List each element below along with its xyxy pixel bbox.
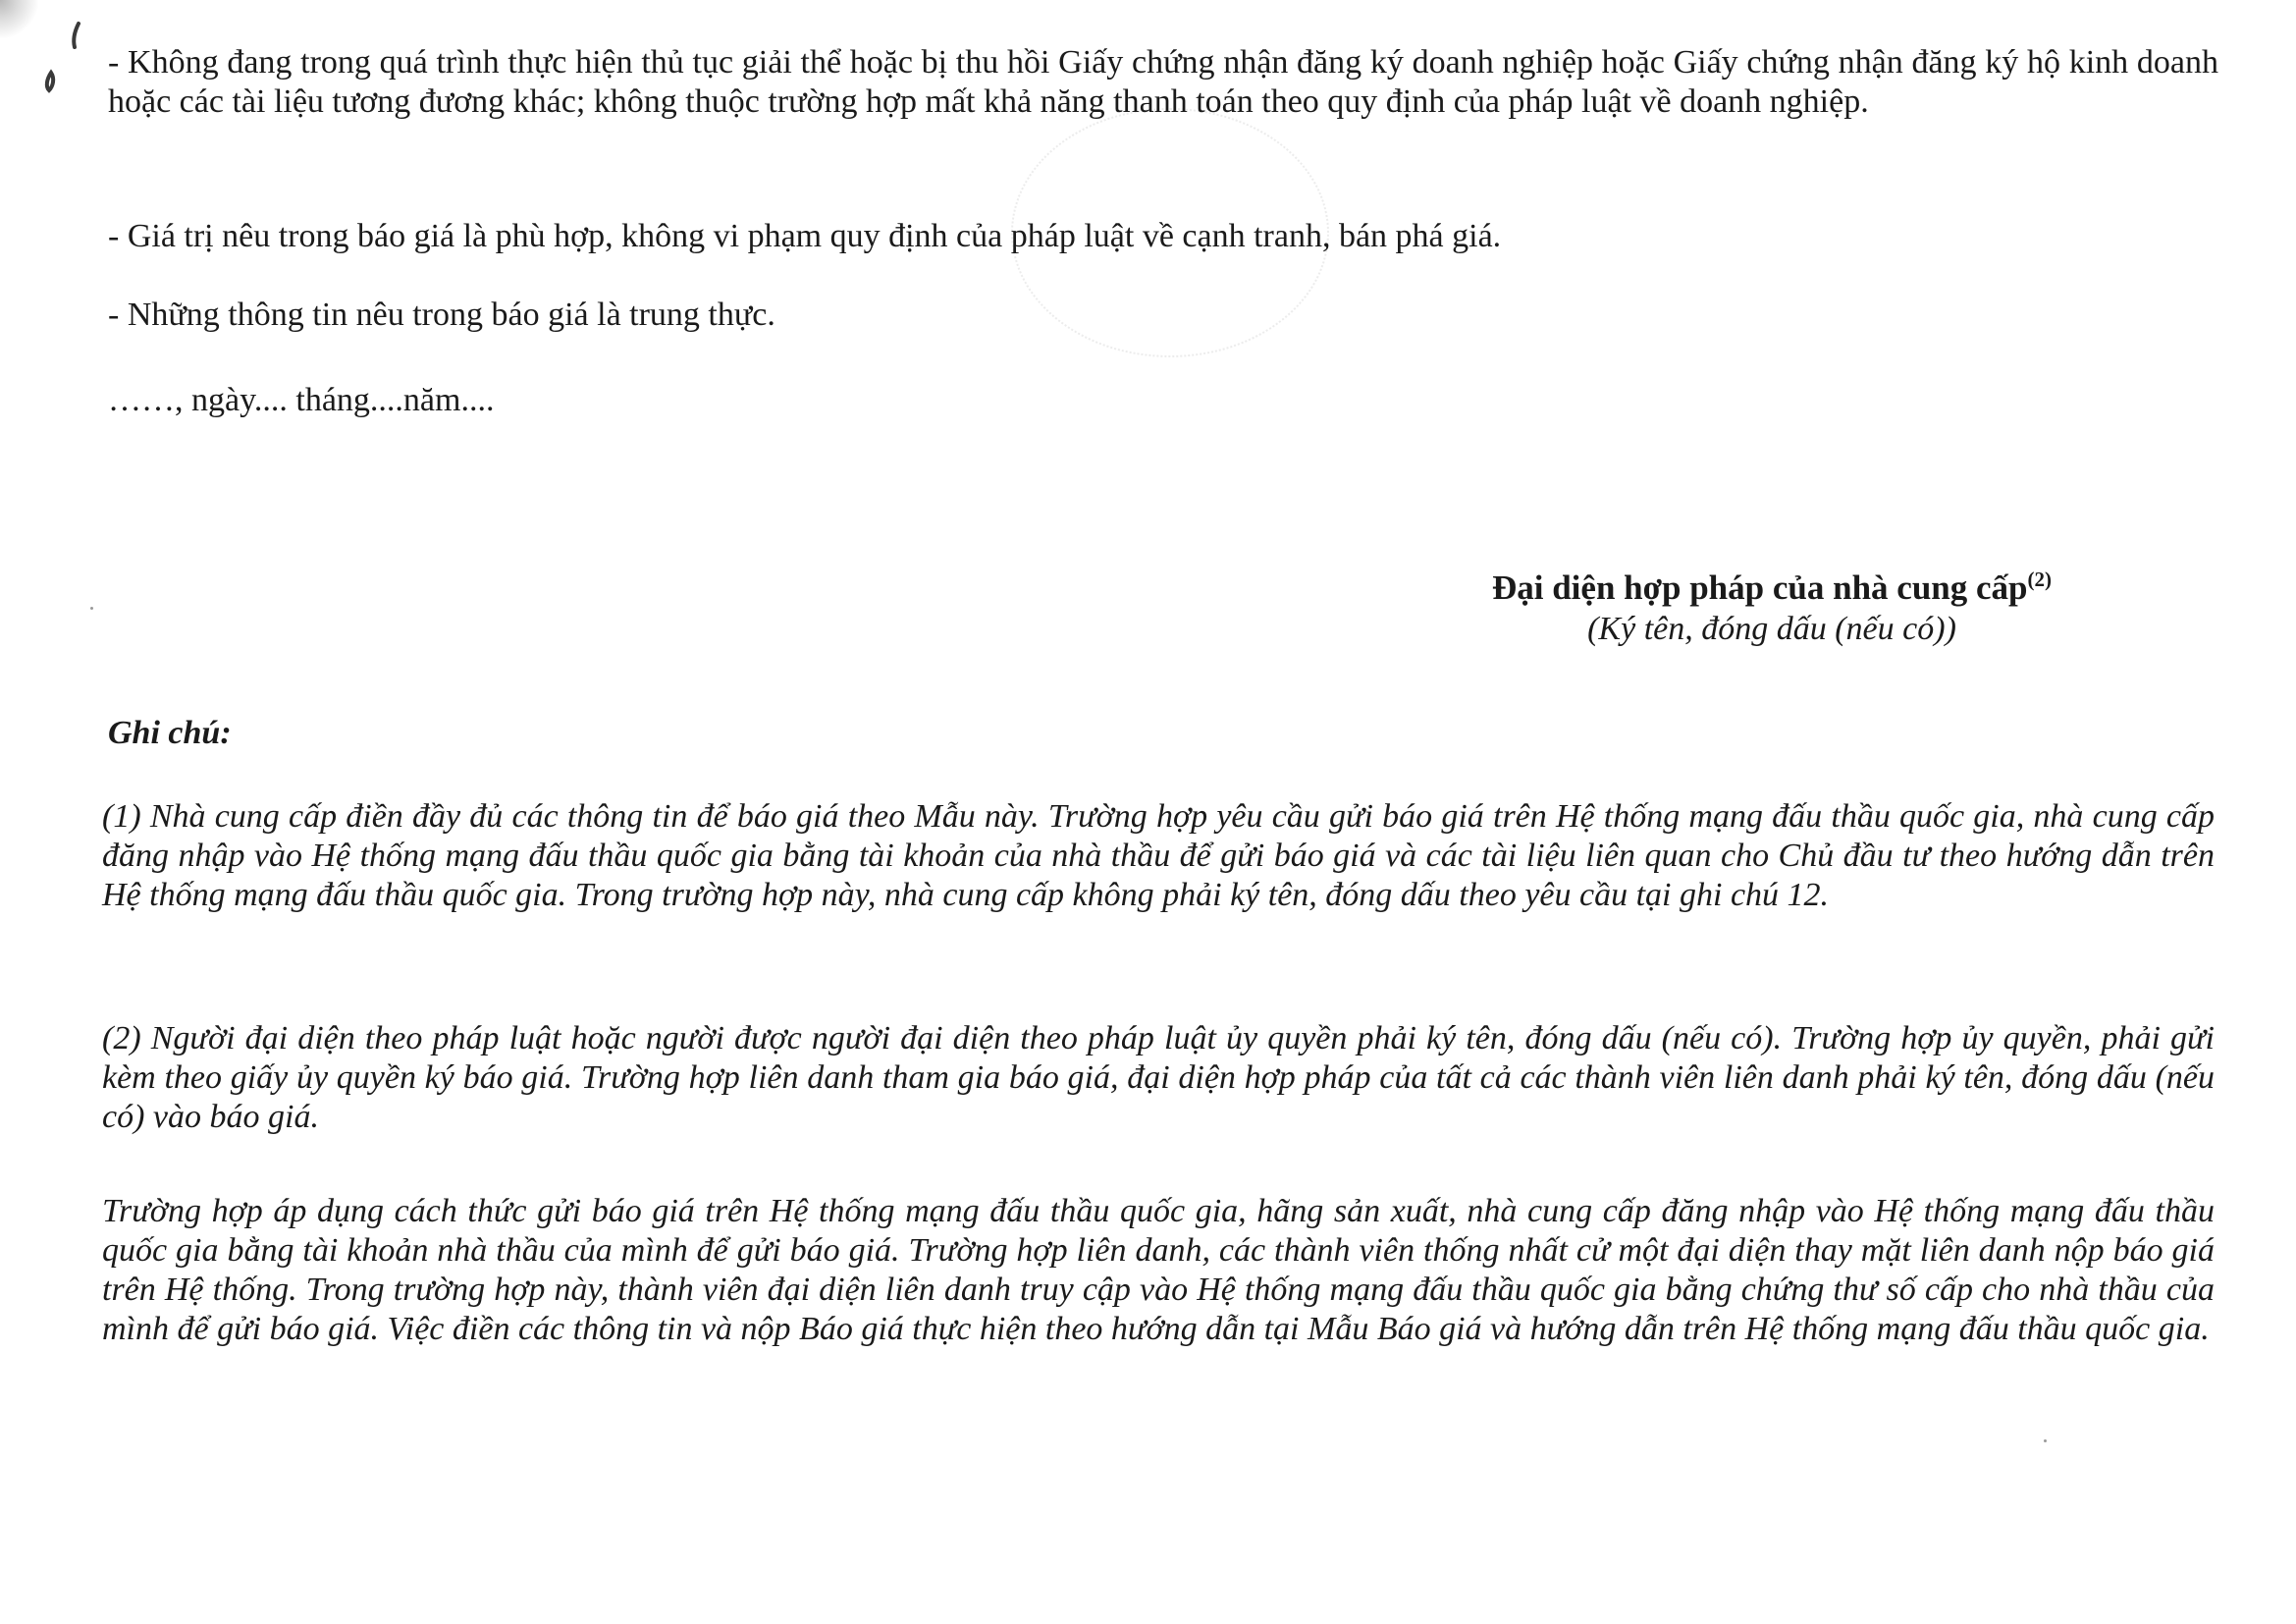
signature-instruction: (Ký tên, đóng dấu (nếu có)) xyxy=(1587,611,1956,647)
note-2: (2) Người đại diện theo pháp luật hoặc người được người đại diện theo pháp luật ủy quyền phải ký tên, đóng dấu (nếu có). Trường hợp ủy quyền, phải gửi kèm theo giấy ủy quyền ký báo giá. Trường hợp liên danh tham gia báo giá, đại diện hợp pháp của tất cả các thành viên liên danh phải ký tên, đóng dấu (nếu có) vào báo giá. xyxy=(102,1020,2215,1135)
scan-speck xyxy=(90,607,93,610)
declaration-item-2: - Giá trị nêu trong báo giá là phù hợp, không vi phạm quy định của pháp luật về cạnh tranh, bán phá giá. xyxy=(108,218,1502,254)
note-3: Trường hợp áp dụng cách thức gửi báo giá trên Hệ thống mạng đấu thầu quốc gia, hãng sản xuất, nhà cung cấp đăng nhập vào Hệ thống mạng đấu thầu quốc gia bằng tài khoản nhà thầu của mình để gửi báo giá. Trường hợp liên danh, các thành viên thống nhất cử một đại diện thay mặt liên danh nộp báo giá trên Hệ thống. Trong trường hợp này, thành viên đại diện liên danh truy cập vào Hệ thống mạng đấu thầu quốc gia bằng chứng thư số cấp cho nhà thầu của mình để gửi báo giá. Việc điền các thông tin và nộp Báo giá thực hiện theo hướng dẫn tại Mẫu Báo giá và hướng dẫn trên Hệ thống mạng đấu thầu quốc gia. xyxy=(102,1193,2215,1347)
handwritten-mark-icon xyxy=(29,18,118,96)
note-1: (1) Nhà cung cấp điền đầy đủ các thông tin để báo giá theo Mẫu này. Trường hợp yêu cầu gửi báo giá trên Hệ thống mạng đấu thầu quốc gia, nhà cung cấp đăng nhập vào Hệ thống mạng đấu thầu quốc gia bằng tài khoản của nhà thầu để gửi báo giá và các tài liệu liên quan cho Chủ đầu tư theo hướng dẫn trên Hệ thống mạng đấu thầu quốc gia. Trong trường hợp này, nhà cung cấp không phải ký tên, đóng dấu theo yêu cầu tại ghi chú 12. xyxy=(102,798,2215,913)
declaration-item-3: - Những thông tin nêu trong báo giá là trung thực. xyxy=(108,297,775,333)
declaration-item-1: - Không đang trong quá trình thực hiện thủ tục giải thể hoặc bị thu hồi Giấy chứng nhận đăng ký doanh nghiệp hoặc Giấy chứng nhận đăng ký hộ kinh doanh hoặc các tài liệu tương đương khác; không thuộc trường hợp mất khả năng thanh toán theo quy định của pháp luật về doanh nghiệp. xyxy=(108,44,2218,120)
signature-title-text: Đại diện hợp pháp của nhà cung cấp xyxy=(1491,568,2028,607)
scan-speck xyxy=(2044,1439,2047,1442)
notes-heading: Ghi chú: xyxy=(108,715,232,751)
signature-footnote-ref: (2) xyxy=(2027,568,2053,591)
signature-block xyxy=(1217,568,2296,650)
signature-title xyxy=(1217,568,2296,609)
date-line: ……, ngày.... tháng....năm.... xyxy=(108,382,495,418)
